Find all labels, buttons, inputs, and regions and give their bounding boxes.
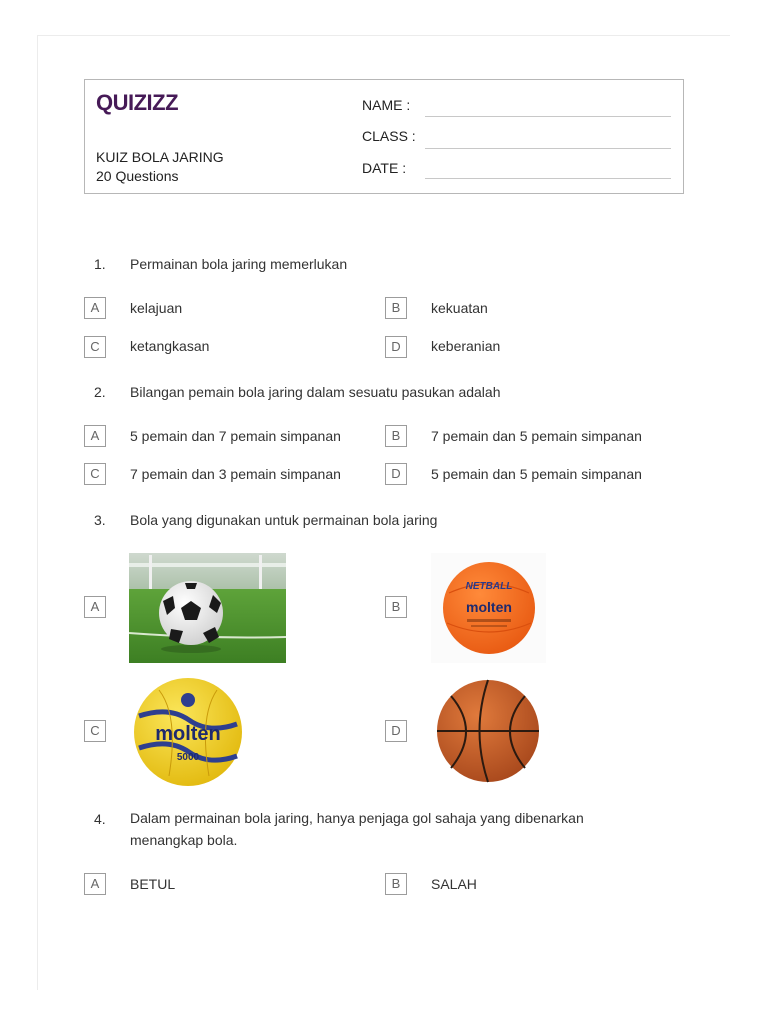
option-letter-box[interactable]: B [385,297,407,319]
class-label: CLASS : [362,128,416,144]
molten-text: molten [155,723,221,745]
option-letter-box[interactable]: C [84,336,106,358]
question-text: Bilangan pemain bola jaring dalam sesuatu pasukan adalah [130,384,501,400]
option-letter-box[interactable]: C [84,720,106,742]
option-text[interactable]: 5 pemain dan 5 pemain simpanan [431,466,642,482]
soccer-ball-image[interactable] [129,553,286,663]
page-edge [37,35,730,36]
option-letter-box[interactable]: A [84,873,106,895]
handball-image[interactable] [129,676,247,788]
worksheet-header [84,79,684,194]
option-letter-box[interactable]: B [385,873,407,895]
quizizz-logo [96,89,186,117]
option-letter-box[interactable]: D [385,463,407,485]
option-text[interactable]: 7 pemain dan 3 pemain simpanan [130,466,341,482]
option-letter-box[interactable]: A [84,297,106,319]
page-edge [37,35,38,990]
date-field[interactable] [425,178,671,179]
option-letter-box[interactable]: B [385,596,407,618]
option-text[interactable]: ketangkasan [130,338,210,354]
option-text[interactable]: kelajuan [130,300,183,316]
question-number: 4. [94,811,106,827]
question-text: Permainan bola jaring memerlukan [130,256,348,272]
date-label: DATE : [362,160,407,176]
name-field[interactable] [425,116,671,117]
option-text[interactable]: BETUL [130,876,176,892]
option-letter-box[interactable]: C [84,463,106,485]
option-text[interactable]: 7 pemain dan 5 pemain simpanan [431,428,642,444]
option-text[interactable]: 5 pemain dan 7 pemain simpanan [130,428,341,444]
option-text[interactable]: keberanian [431,338,501,354]
class-field[interactable] [425,148,671,149]
molten-text: molten [466,599,512,615]
logo-text: QUIZIZZ [96,90,179,115]
option-letter-box[interactable]: D [385,720,407,742]
question-number: 1. [94,256,106,272]
option-letter-box[interactable]: B [385,425,407,447]
question-text: Dalam permainan bola jaring, hanya penjaga gol sahaja yang dibenarkan menangkap bola. [130,810,584,848]
netball-brand-text: NETBALL [465,581,513,592]
option-text[interactable]: SALAH [431,876,477,892]
model-number-text: 5000 [176,752,200,763]
question-text: Bola yang digunakan untuk permainan bola jaring [130,512,438,528]
question-number: 3. [94,512,106,528]
quiz-title: KUIZ BOLA JARING [96,149,224,165]
option-letter-box[interactable]: A [84,596,106,618]
question-count: 20 Questions [96,168,179,184]
option-letter-box[interactable]: A [84,425,106,447]
option-text[interactable]: kekuatan [431,300,488,316]
name-label: NAME : [362,97,411,113]
netball-image[interactable] [431,553,546,663]
basketball-image[interactable] [431,676,546,786]
option-letter-box[interactable]: D [385,336,407,358]
question-number: 2. [94,384,106,400]
